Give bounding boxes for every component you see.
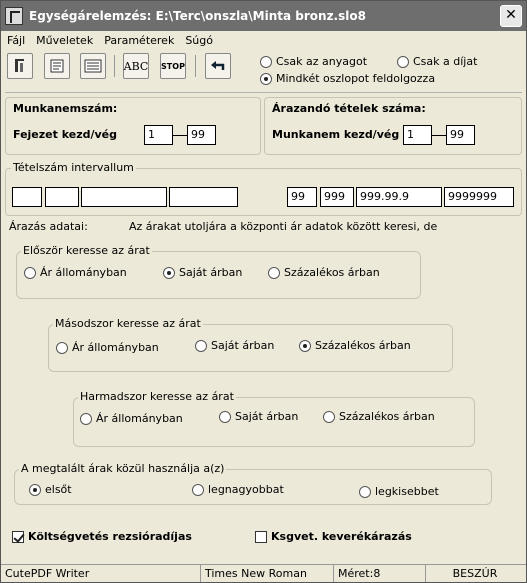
ksgvet-checkbox[interactable] [255, 531, 267, 543]
tool-back-button[interactable] [205, 53, 231, 79]
second-opt-arallomany[interactable] [56, 341, 159, 354]
first-opt-szazalekos[interactable] [268, 266, 380, 279]
app-icon [5, 7, 23, 25]
toolbar-separator-1 [114, 55, 115, 77]
menu-muveletek[interactable]: Műveletek [36, 33, 94, 47]
option-mindket[interactable] [260, 72, 435, 85]
first-radio-sajat[interactable] [163, 267, 175, 279]
use-radio-legkisebbet[interactable] [359, 486, 371, 498]
option-anyagot-label: Csak az anyagot [276, 55, 368, 68]
fejezet-from-input[interactable]: 1 [144, 125, 173, 145]
munkanem-from-input[interactable]: 1 [403, 125, 432, 145]
tetelszam-legend: Tételszám intervallum [13, 161, 134, 174]
tetel-to-part4[interactable]: 9999999 [444, 187, 514, 207]
toolbar-separator-2 [195, 55, 196, 77]
third-opt-sajat-label: Saját árban [235, 410, 299, 423]
status-font: Times New Roman [201, 565, 334, 582]
munkanem-title: Munkanemszám: [13, 102, 118, 115]
tetel-from-part3[interactable] [81, 187, 167, 207]
tetel-from-part2[interactable] [45, 187, 79, 207]
first-opt-szazalekos-label: Százalékos árban [284, 266, 380, 279]
close-button[interactable]: ✕ [500, 5, 522, 27]
use-opt-legnagyobbat-label: legnagyobbat [208, 483, 284, 496]
use-opt-elsot[interactable] [29, 483, 72, 496]
use-opt-elsot-label: elsőt [45, 483, 72, 496]
second-radio-sajat[interactable] [195, 340, 207, 352]
option-dijat[interactable] [397, 55, 477, 68]
third-opt-sajat[interactable] [219, 410, 298, 423]
munkanem-kezd-label: Munkanem kezd/vég [272, 128, 400, 141]
use-radio-legnagyobbat[interactable] [192, 484, 204, 496]
fejezet-label: Fejezet kezd/vég [13, 128, 117, 141]
tetel-to-part2[interactable]: 999 [320, 187, 354, 207]
tetel-to-part1[interactable]: 99 [287, 187, 317, 207]
tool-stop-button[interactable]: STOP [160, 53, 186, 79]
first-opt-arallomany[interactable] [24, 266, 127, 279]
menu-parameterek[interactable]: Paraméterek [104, 33, 175, 47]
use-opt-legkisebbet-label: legkisebbet [375, 485, 439, 498]
first-opt-sajat-label: Saját árban [179, 266, 243, 279]
status-printer: CutePDF Writer [1, 565, 201, 582]
process-icon [12, 58, 28, 74]
second-radio-szazalekos[interactable] [299, 340, 311, 352]
arazas-label: Árazás adatai: [9, 220, 88, 233]
edit-document-icon [49, 58, 65, 74]
connector [173, 135, 187, 136]
koltsegvetes-checkbox[interactable] [12, 531, 24, 543]
menu-sugo[interactable]: Súgó [185, 33, 213, 47]
option-mindket-label: Mindkét oszlopot feldolgozza [276, 72, 436, 85]
radio-anyagot[interactable] [260, 56, 272, 68]
use-radio-elsot[interactable] [29, 484, 41, 496]
status-bar [1, 564, 526, 582]
second-opt-arallomany-label: Ár állományban [72, 341, 159, 354]
second-opt-szazalekos[interactable] [299, 339, 411, 352]
radio-mindket[interactable] [260, 73, 272, 85]
tetel-from-part4[interactable] [169, 187, 238, 207]
third-opt-szazalekos[interactable] [323, 410, 435, 423]
separator [5, 92, 522, 93]
munkanem-to-input[interactable]: 99 [446, 125, 475, 145]
radio-dijat[interactable] [397, 56, 409, 68]
title-bar[interactable] [1, 1, 526, 31]
option-dijat-label: Csak a díjat [413, 55, 478, 68]
status-insert-mode: BESZÚR [452, 567, 498, 580]
tool-list-button[interactable] [80, 53, 106, 79]
connector [432, 135, 446, 136]
second-opt-sajat-label: Saját árban [211, 339, 275, 352]
third-opt-arallomany[interactable] [80, 412, 183, 425]
tool-process-button[interactable] [7, 53, 33, 79]
second-search-legend: Másodszor keresse az árat [55, 317, 201, 330]
fejezet-to-input[interactable]: 99 [187, 125, 216, 145]
second-radio-arallomany[interactable] [56, 342, 68, 354]
option-anyagot[interactable] [260, 55, 367, 68]
first-radio-arallomany[interactable] [24, 267, 36, 279]
list-icon [84, 58, 102, 74]
ksgvet-label: Ksgvet. keverékárazás [271, 530, 412, 543]
undo-arrow-icon [209, 58, 227, 74]
first-radio-szazalekos[interactable] [268, 267, 280, 279]
use-opt-legkisebbet[interactable] [359, 485, 439, 498]
menu-bar [1, 31, 526, 49]
menu-fajl[interactable]: Fájl [7, 33, 26, 47]
use-opt-legnagyobbat[interactable] [192, 483, 284, 496]
status-size: Méret:8 [334, 565, 426, 582]
window-title: Egységárelemzés: E:\Terc\onszla\Minta bronz.slo8 [29, 9, 366, 23]
ksgvet-checkbox-row[interactable] [255, 530, 412, 543]
tetel-to-part3[interactable]: 999.99.9 [356, 187, 442, 207]
third-search-legend: Harmadszor keresse az árat [80, 390, 234, 403]
tool-spellcheck-button[interactable]: ABC [123, 53, 149, 79]
tetel-from-part1[interactable] [12, 187, 42, 207]
third-opt-szazalekos-label: Százalékos árban [339, 410, 435, 423]
third-radio-sajat[interactable] [219, 411, 231, 423]
tool-edit-button[interactable] [44, 53, 70, 79]
first-opt-arallomany-label: Ár állományban [40, 266, 127, 279]
first-opt-sajat[interactable] [163, 266, 242, 279]
third-radio-szazalekos[interactable] [323, 411, 335, 423]
koltsegvetes-checkbox-row[interactable] [12, 530, 192, 543]
second-opt-szazalekos-label: Százalékos árban [315, 339, 411, 352]
use-price-legend: A megtalált árak közül használja a(z) [21, 462, 225, 475]
second-opt-sajat[interactable] [195, 339, 274, 352]
arazando-title: Árazandó tételek száma: [272, 102, 426, 115]
first-search-legend: Először keresse az árat [23, 244, 150, 257]
third-opt-arallomany-label: Ár állományban [96, 412, 183, 425]
arazas-note: Az árakat utoljára a központi ár adatok között keresi, de [129, 220, 438, 233]
third-radio-arallomany[interactable] [80, 413, 92, 425]
koltsegvetes-label: Költségvetés rezsióradíjas [28, 530, 192, 543]
